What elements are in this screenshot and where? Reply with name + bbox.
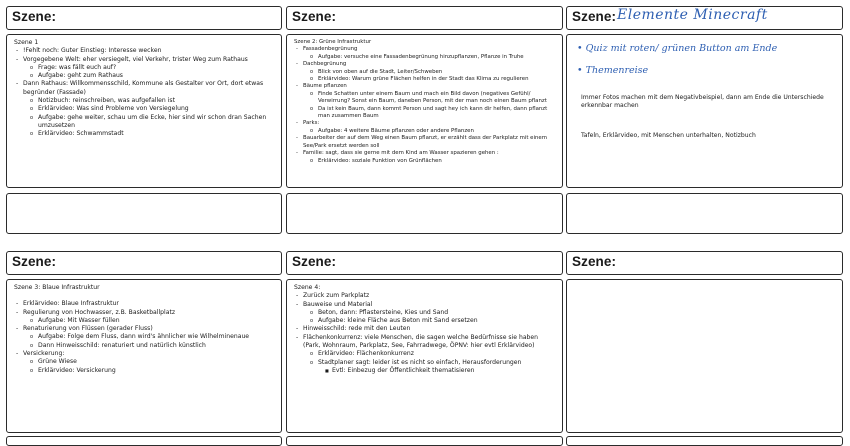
scene-title: Szene 4:	[294, 284, 321, 291]
scene-header-r1c2	[286, 6, 563, 30]
bullet-dot-icon: •	[577, 43, 583, 54]
list-item: o Erklärvideo: Flächenkonkurrenz	[294, 350, 557, 358]
list-item: o Blick von oben auf die Stadt, Leiter/Schweben	[294, 69, 557, 76]
scene-content-r1c3	[566, 34, 843, 188]
list-item: - Bauweise und Material	[294, 301, 557, 309]
scene-extra-r2c2	[286, 436, 563, 446]
list-item: o Erklärvideo: soziale Funktion von Grünflächen	[294, 158, 557, 165]
list-item: o Beton, dann: Pflastersteine, Kies und Sand	[294, 309, 557, 317]
list-item: - Dann Rathaus: Willkommensschild, Kommune als Gestalter vor Ort, dort etwas begründer (Fassade)	[14, 80, 276, 97]
scene-header-r2c2	[286, 251, 563, 275]
bullet-dot-icon: •	[577, 65, 583, 76]
list-item: - Bäume pflanzen	[294, 83, 557, 90]
scene-extra-r2c3	[566, 436, 843, 446]
list-item: o Da ist kein Baum, dann kommt Person und sagt hey ich kann dir helfen, dann pflanzt man zusammen Baum	[294, 106, 557, 121]
scene-label: Szene:	[572, 9, 617, 24]
handwritten-bullet-1: • Quiz mit roten/ grünen Button am Ende	[577, 43, 778, 54]
list-item: - Renaturierung von Flüssen (gerader Fluss)	[14, 325, 276, 333]
list-item: o Stadtplaner sagt: leider ist es nicht so einfach, Herausforderungen	[294, 359, 557, 367]
list-item: o Aufgabe: Folge dem Fluss, dann wird's ähnlicher wie Wilhelminenaue	[14, 333, 276, 341]
list-item: - Flächenkonkurrenz: viele Menschen, die sagen welche Bedürfnisse sie haben (Park, Wohnraum, Parkplatz, See, Fahrradwege, ÖPNV: hier evtl Erklärvideo)	[294, 334, 557, 351]
list-item: - Vorgegebene Welt: eher versiegelt, viel Verkehr, trister Weg zum Rathaus	[14, 56, 276, 64]
list-item: - Familie: sagt, dass sie gerne mit dem Kind am Wasser spazieren gehen :	[294, 150, 557, 157]
list-item: o Erklärvideo: Schwammstadt	[14, 130, 276, 138]
scene-extra-r1c3	[566, 193, 843, 234]
scene-header-r1c3	[566, 6, 843, 30]
list-item: - Parks:	[294, 120, 557, 127]
scene-title: Szene 1	[14, 39, 39, 46]
list-item: - Dachbegrünung	[294, 61, 557, 68]
list-item: o Erklärvideo: Versickerung	[14, 367, 276, 375]
list-item: - Versickerung:	[14, 350, 276, 358]
list-item: - Regulierung von Hochwasser, z.B. Basketballplatz	[14, 309, 276, 317]
scene-header-r2c1	[6, 251, 282, 275]
list-item: - !Fehlt noch: Guter Einstieg: Interesse wecken	[14, 47, 276, 55]
list-item: o Aufgabe: 4 weitere Bäume pflanzen oder andere Pflanzen	[294, 128, 557, 135]
scene-content-r1c2	[286, 34, 563, 188]
scene-label: Szene:	[292, 9, 337, 24]
scene-label: Szene:	[12, 9, 57, 24]
list-item: ■ Evtl: Einbezug der Öffentlichkeit thematisieren	[294, 367, 557, 375]
list-item: - Hinweisschild: rede mit den Leuten	[294, 325, 557, 333]
list-item: o Aufgabe: gehe weiter, schau um die Ecke, hier sind wir schon dran Sachen umzusetzen	[14, 114, 276, 131]
notes-list	[294, 39, 557, 165]
spacer	[14, 292, 276, 300]
list-item: o Erklärvideo: Was sind Probleme von Versiegelung	[14, 105, 276, 113]
list-item: o Aufgabe: kleine Fläche aus Beton mit Sand ersetzen	[294, 317, 557, 325]
list-item: o Grüne Wiese	[14, 358, 276, 366]
list-item: o Aufgabe: Mit Wasser füllen	[14, 317, 276, 325]
handwritten-header: Elemente Minecraft	[617, 7, 768, 23]
scene-content-r2c3	[566, 279, 843, 433]
scene-label: Szene:	[572, 254, 617, 269]
list-item: - Fassadenbegrünung	[294, 46, 557, 53]
note-text-1: Immer Fotos machen mit dem Negativbeispiel, dann am Ende die Unterschiede erkennbar machen	[581, 94, 824, 110]
list-item: o Erklärvideo: Warum grüne Flächen helfen in der Stadt das Klima zu regulieren	[294, 76, 557, 83]
list-item: o Finde Schatten unter einem Baum und mach ein Bild davon (negatives Gefühl/ Verwirrung? Sonst ein Baum, daneben Person, mit der man noch einen Baum pflanzt	[294, 91, 557, 106]
notes-list	[14, 39, 276, 139]
handwritten-bullet-2: • Themenreise	[577, 65, 649, 76]
list-item: - Erklärvideo: Blaue Infrastruktur	[14, 300, 276, 308]
scene-extra-r1c1	[6, 193, 282, 234]
scene-label: Szene:	[292, 254, 337, 269]
list-item: o Aufgabe: versuche eine Fassadenbegrünung hinzupflanzen, Pflanze in Truhe	[294, 54, 557, 61]
scene-extra-r2c1	[6, 436, 282, 446]
list-item: - Zurück zum Parkplatz	[294, 292, 557, 300]
scene-header-r2c3	[566, 251, 843, 275]
list-item: o Frage: was fällt euch auf?	[14, 64, 276, 72]
scene-title: Szene 2: Grüne Infrastruktur	[294, 39, 372, 45]
scene-content-r2c1	[6, 279, 282, 433]
scene-header-r1c1	[6, 6, 282, 30]
notes-list	[294, 284, 557, 375]
list-item: - Bauarbeiter der auf dem Weg einen Baum pflanzt, er erzählt dass der Parkplatz mit einem See/Park ersetzt werden soll	[294, 135, 557, 150]
note-text-2: Tafeln, Erklärvideo, mit Menschen unterhalten, Notizbuch	[581, 132, 756, 139]
scene-extra-r1c2	[286, 193, 563, 234]
scene-content-r2c2	[286, 279, 563, 433]
list-item: o Aufgabe: geht zum Rathaus	[14, 72, 276, 80]
notes-list	[14, 284, 276, 375]
scene-title: Szene 3: Blaue Infrastruktur	[14, 284, 100, 291]
list-item: o Notizbuch: reinschreiben, was aufgefallen ist	[14, 97, 276, 105]
scene-content-r1c1	[6, 34, 282, 188]
list-item: o Dann Hinweisschild: renaturiert und natürlich künstlich	[14, 342, 276, 350]
scene-label: Szene:	[12, 254, 57, 269]
